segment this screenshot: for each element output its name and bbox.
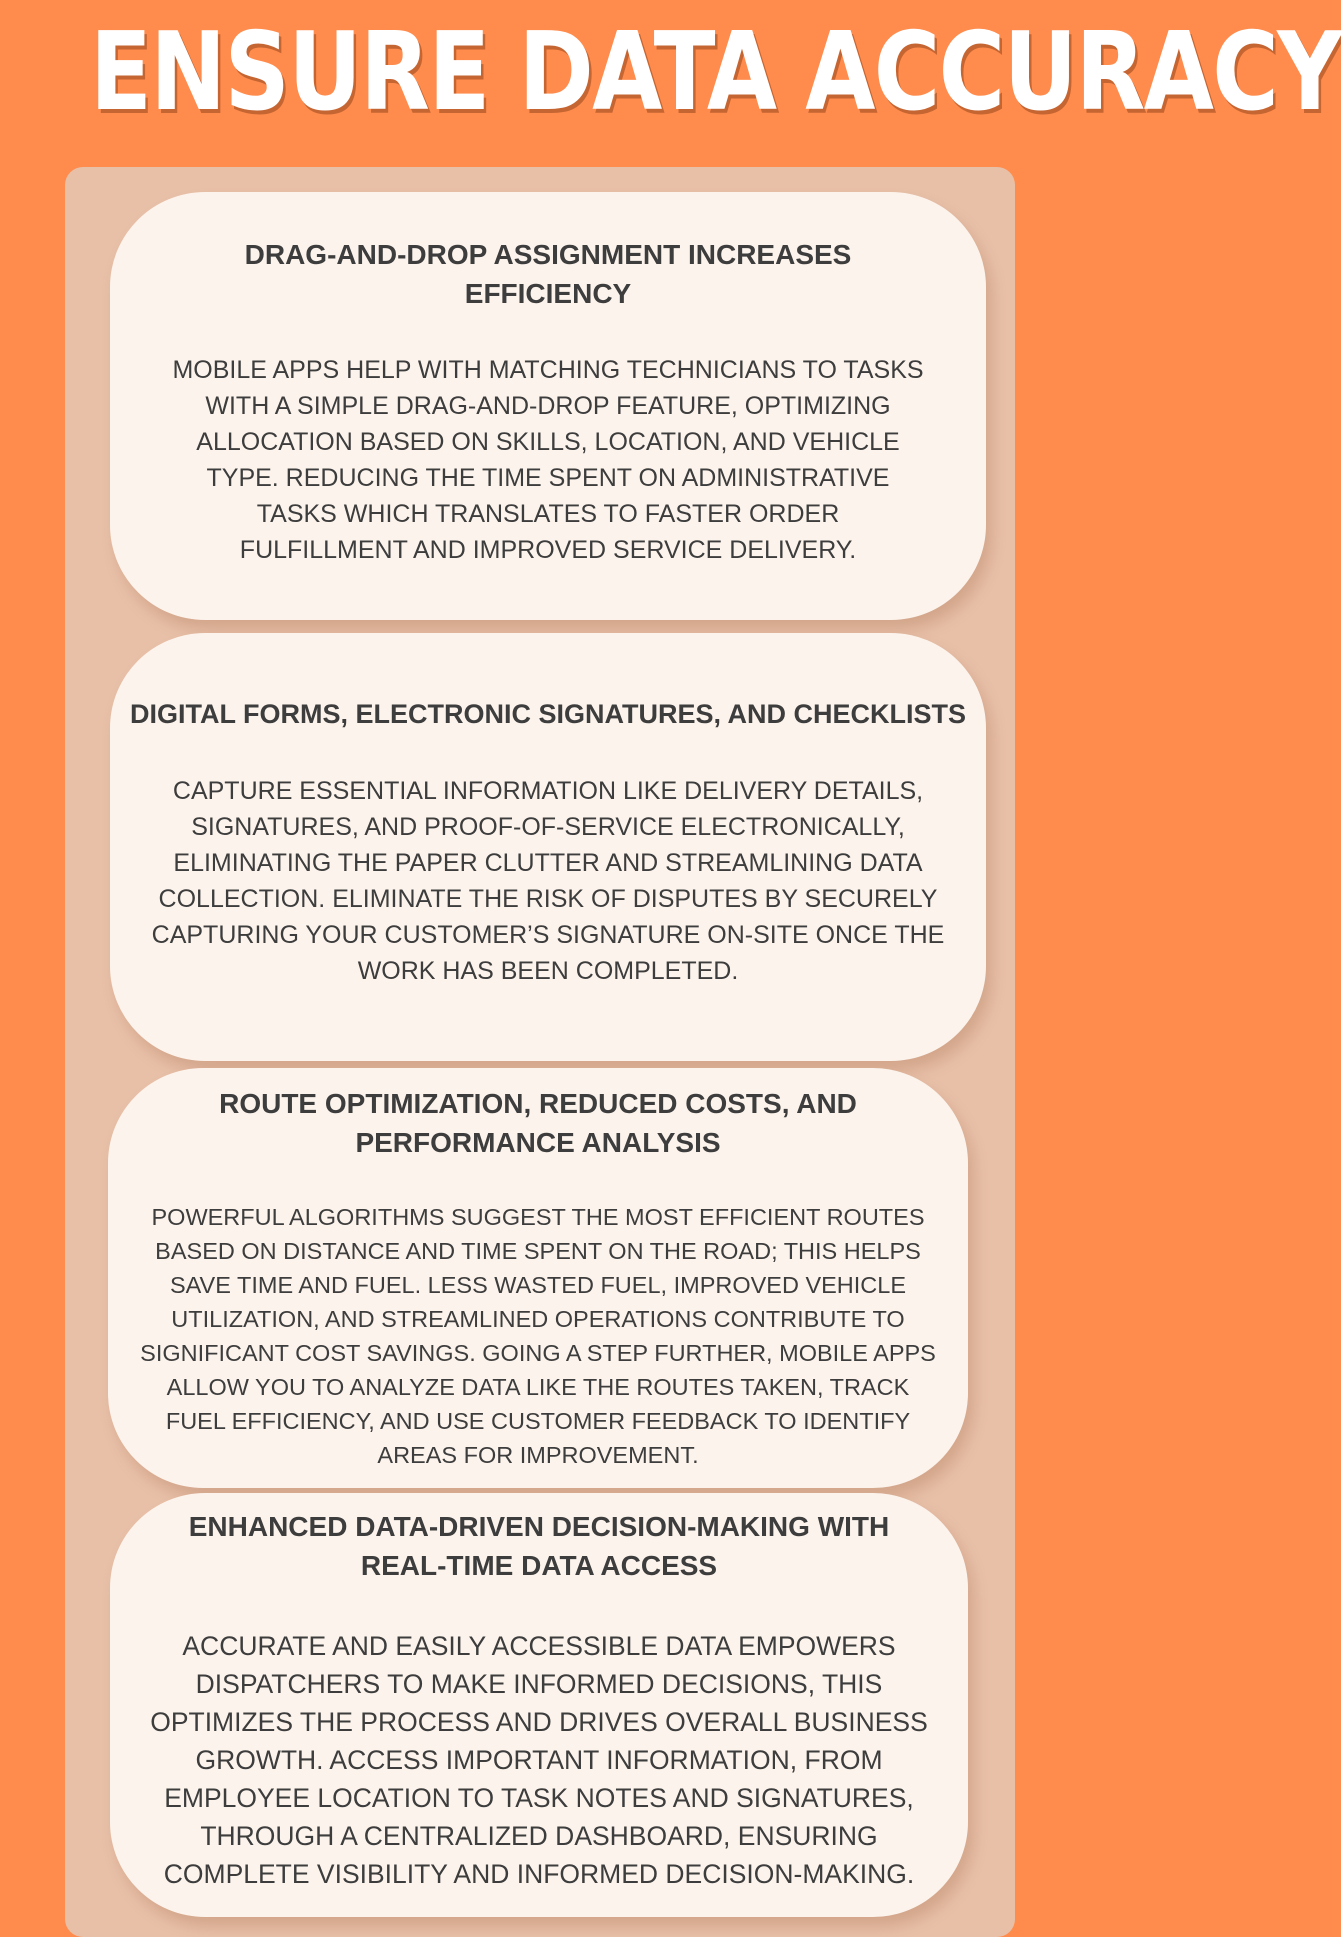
card-body: POWERFUL ALGORITHMS SUGGEST THE MOST EFFICIENT ROUTES BASED ON DISTANCE AND TIME SPENT ON THE ROAD; THIS HELPS SAVE TIME AND FUEL. LESS WASTED FUEL, IMPROVED VEHICLE UTILIZATION, AND STREAMLINED OPERATIONS CONTRIBUTE TO SIGNIFICANT COST SAVINGS. GOING A STEP FURTHER, MOBILE APPS ALLOW YOU TO ANALYZE DATA LIKE THE ROUTES TAKEN, TRACK FUEL EFFICIENCY, AND USE CUSTOMER FEEDBACK TO IDENTIFY AREAS FOR IMPROVEMENT. bbox=[140, 1204, 936, 1468]
card-body: CAPTURE ESSENTIAL INFORMATION LIKE DELIVERY DETAILS, SIGNATURES, AND PROOF-OF-SERVICE ELECTRONICALLY, ELIMINATING THE PAPER CLUTTER AND STREAMLINING DATA COLLECTION. ELIMINATE THE RISK OF DISPUTES BY SECURELY CAPTURING YOUR CUSTOMER’S SIGNATURE ON-SITE ONCE THE WORK HAS BEEN COMPLETED. bbox=[151, 777, 945, 985]
card-data-driven-decisions bbox=[110, 1493, 968, 1917]
card-drag-and-drop bbox=[110, 192, 986, 620]
card-heading: DIGITAL FORMS, ELECTRONIC SIGNATURES, AND CHECKLISTS bbox=[130, 699, 967, 729]
card-body: MOBILE APPS HELP WITH MATCHING TECHNICIANS TO TASKS WITH A SIMPLE DRAG-AND-DROP FEATURE, OPTIMIZING ALLOCATION BASED ON SKILLS, LOCATION, AND VEHICLE TYPE. REDUCING THE TIME SPENT ON ADMINISTRATIVE TASKS WHICH TRANSLATES TO FASTER ORDER FULFILLMENT AND IMPROVED SERVICE DELIVERY. bbox=[172, 355, 924, 564]
card-route-optimization bbox=[108, 1068, 968, 1488]
page-title: ENSURE DATA ACCURACY bbox=[90, 10, 1341, 135]
card-digital-forms bbox=[110, 633, 986, 1061]
card-heading: DRAG-AND-DROP ASSIGNMENT INCREASES EFFICIENCY bbox=[244, 238, 852, 309]
card-heading: ENHANCED DATA-DRIVEN DECISION-MAKING WITH REAL-TIME DATA ACCESS bbox=[188, 1511, 890, 1581]
card-heading: ROUTE OPTIMIZATION, REDUCED COSTS, AND PERFORMANCE ANALYSIS bbox=[219, 1088, 857, 1158]
card-body: ACCURATE AND EASILY ACCESSIBLE DATA EMPOWERS DISPATCHERS TO MAKE INFORMED DECISIONS, THIS OPTIMIZES THE PROCESS AND DRIVES OVERALL BUSINESS GROWTH. ACCESS IMPORTANT INFORMATION, FROM EMPLOYEE LOCATION TO TASK NOTES AND SIGNATURES, THROUGH A CENTRALIZED DASHBOARD, ENSURING COMPLETE VISIBILITY AND INFORMED DECISION-MAKING. bbox=[150, 1631, 928, 1889]
